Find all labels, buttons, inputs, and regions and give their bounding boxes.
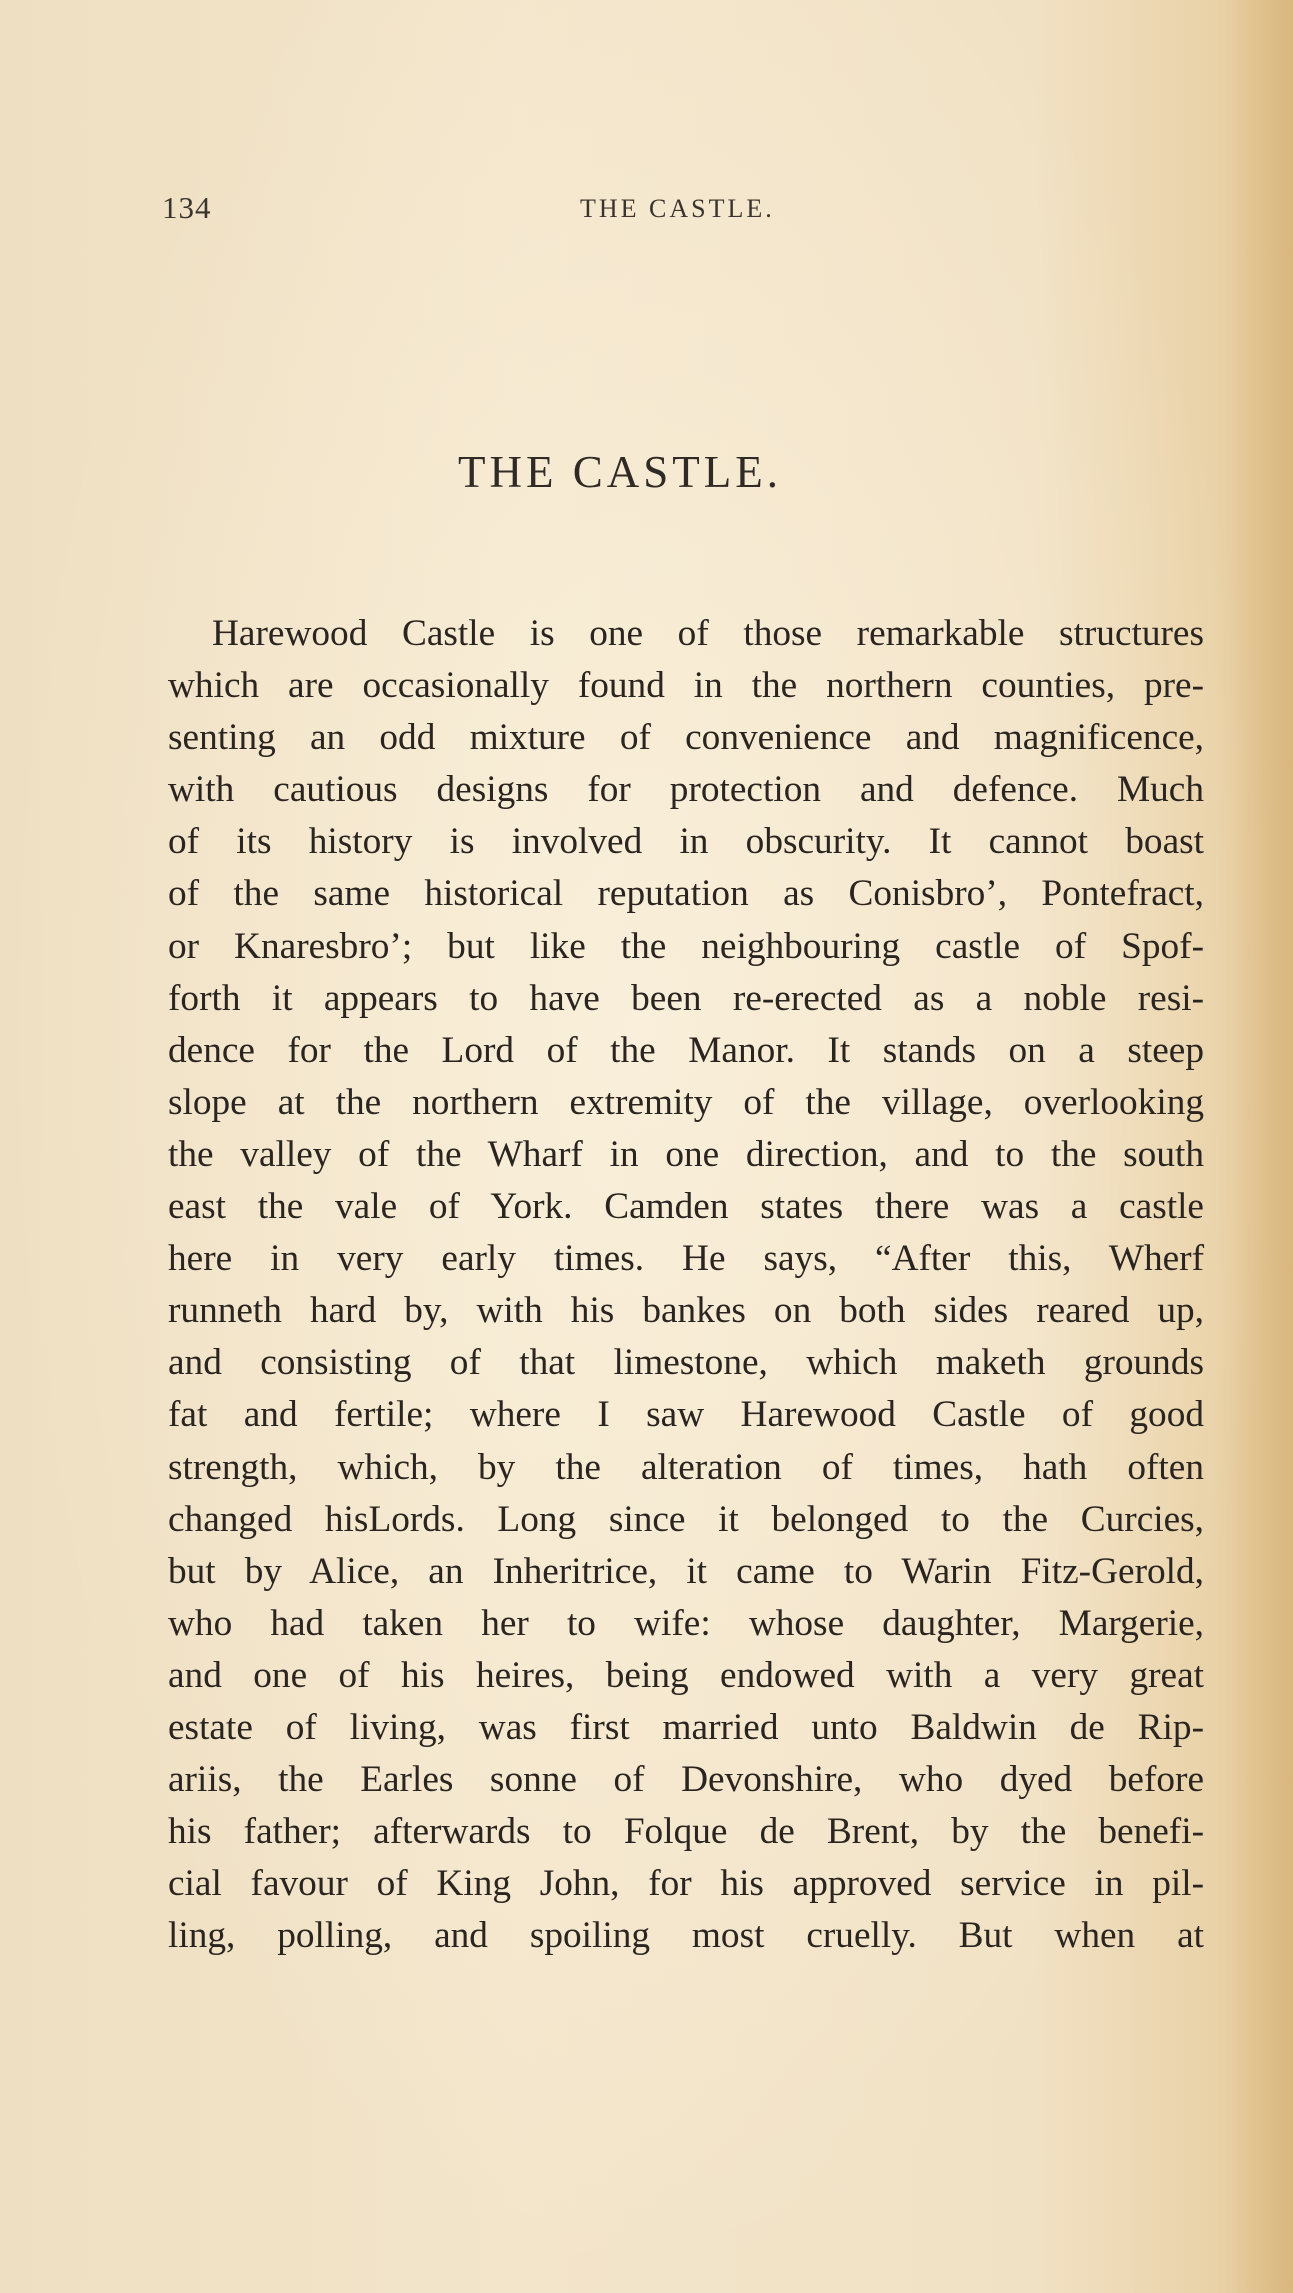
text-line: but by Alice, an Inheritrice, it came to Warin Fitz-Gerold, [168,1550,1204,1592]
text-line: senting an odd mixture of convenience and magnificence, [168,717,1204,759]
text-line: and consisting of that limestone, which maketh grounds [168,1342,1204,1384]
running-head [162,190,1142,240]
text-line: Harewood Castle is one of those remarkable structures [212,613,1204,654]
text-line: changed hisLords. Long since it belonged to the Curcies, [168,1498,1204,1540]
text-line: who had taken her to wife: whose daughter, Margerie, [168,1602,1204,1644]
text-line: and one of his heires, being endowed with a very great [168,1654,1204,1696]
text-line: slope at the northern extremity of the village, overlooking [168,1081,1204,1123]
text-line: his father; afterwards to Folque de Brent, by the benefi- [168,1811,1204,1853]
text-line: forth it appears to have been re-erected as a noble resi- [168,977,1204,1019]
text-line: ariis, the Earles sonne of Devonshire, who dyed before [168,1759,1204,1801]
text-line: dence for the Lord of the Manor. It stands on a steep [168,1029,1204,1071]
text-line: here in very early times. He says, “After this, Wherf [168,1238,1204,1280]
text-line: fat and fertile; where I saw Harewood Castle of good [168,1394,1204,1436]
text-line: of the same historical reputation as Conisbro’, Pontefract, [168,873,1204,915]
running-title: THE CASTLE. [580,194,775,223]
text-line: of its history is involved in obscurity. It cannot boast [168,821,1204,863]
page-number: 134 [162,190,212,225]
text-line: east the vale of York. Camden states there was a castle [168,1186,1204,1228]
body-paragraph [168,608,1204,1962]
text-line: with cautious designs for protection and defence. Much [168,769,1204,811]
text-line: runneth hard by, with his bankes on both sides reared up, [168,1290,1204,1332]
chapter-title: THE CASTLE. [458,447,782,497]
text-line: the valley of the Wharf in one direction, and to the south [168,1133,1204,1175]
page-edge-shading [1233,0,1293,2293]
text-line: which are occasionally found in the northern counties, pre- [168,665,1204,707]
text-line: strength, which, by the alteration of times, hath often [168,1446,1204,1488]
text-line: ling, polling, and spoiling most cruelly. But when at [168,1915,1204,1957]
text-line: cial favour of King John, for his approved service in pil- [168,1863,1204,1905]
text-line: or Knaresbro’; but like the neighbouring castle of Spof- [168,925,1204,967]
text-line: estate of living, was first married unto Baldwin de Rip- [168,1706,1204,1748]
